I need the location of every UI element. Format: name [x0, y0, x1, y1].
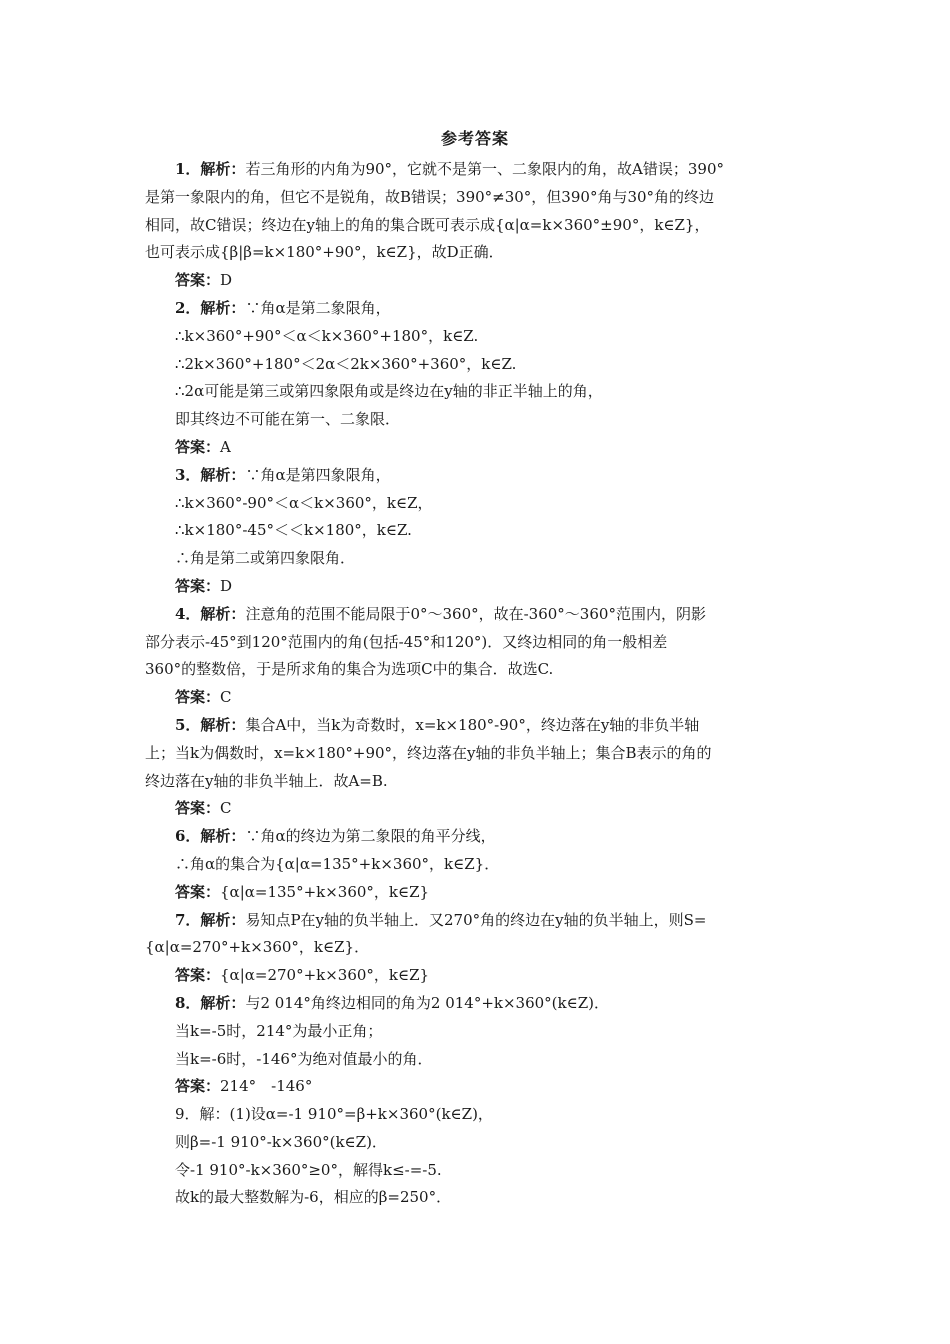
- line-text: 也可表示成{β|β=k×180°+90°，k∈Z}，故D正确．: [145, 243, 504, 262]
- text-line: [145, 1184, 810, 1212]
- line-label: 8．解析：: [175, 993, 246, 1012]
- line-text: 即其终边不可能在第一、二象限．: [175, 410, 401, 429]
- text-line: [145, 712, 810, 740]
- line-text: 上；当k为偶数时，x=k×180°+90°，终边落在y轴的非负半轴上；集合B表示的角的: [145, 743, 712, 762]
- line-text: 与2 014°角终边相同的角为2 014°+k×360°(k∈Z)．: [245, 993, 609, 1012]
- text-line: [145, 156, 810, 184]
- line-label: 答案：: [175, 1077, 221, 1096]
- text-line: [145, 545, 810, 573]
- text-line: [145, 740, 810, 768]
- line-label: 7．解析：: [175, 910, 246, 929]
- line-text: 易知点P在y轴的负半轴上．又270°角的终边在y轴的负半轴上，则S=: [245, 910, 707, 929]
- line-text: 终边落在y轴的非负半轴上．故A=B.: [145, 771, 388, 790]
- line-text: 注意角的范围不能局限于0°～360°，故在-360°～360°范围内，阴影: [245, 604, 706, 623]
- line-text: ∵角α是第二象限角，: [245, 298, 391, 317]
- line-text: ∴k×360°+90°＜α＜k×360°+180°，k∈Z.: [175, 326, 479, 345]
- text-line: [145, 962, 810, 990]
- text-line: [145, 907, 810, 935]
- text-line: [145, 239, 810, 267]
- text-line: [145, 351, 810, 379]
- text-line: [145, 490, 810, 518]
- line-text: ∴2k×360°+180°＜2α＜2k×360°+360°，k∈Z.: [175, 354, 517, 373]
- line-text: ∴k×180°-45°＜＜k×180°，k∈Z.: [175, 521, 412, 540]
- text-line: [145, 1129, 810, 1157]
- text-line: [145, 462, 810, 490]
- text-line: [145, 823, 810, 851]
- line-label: 答案：: [175, 966, 221, 985]
- line-text: 令-1 910°-k×360°≥0°，解得k≤-=-5.: [175, 1160, 442, 1179]
- line-text: ∴角α的集合为{α|α=135°+k×360°，k∈Z}．: [175, 854, 500, 873]
- line-label: 答案：: [175, 688, 221, 707]
- text-line: [145, 184, 810, 212]
- text-line: [145, 795, 810, 823]
- text-line: [145, 934, 810, 962]
- text-line: [145, 378, 810, 406]
- text-line: [145, 406, 810, 434]
- line-text: D: [220, 271, 233, 290]
- line-text: ∴角是第二或第四象限角．: [175, 549, 356, 568]
- line-text: 部分表示-45°到120°范围内的角(包括-45°和120°)．又终边相同的角一般相差: [145, 632, 668, 651]
- line-label: 3．解析：: [175, 465, 246, 484]
- line-text: 当k=-6时，-146°为绝对值最小的角．: [175, 1049, 433, 1068]
- text-line: [145, 517, 810, 545]
- text-line: [145, 879, 810, 907]
- answer-content: [145, 156, 810, 1212]
- line-text: 相同，故C错误；终边在y轴上的角的集合既可表示成{α|α=k×360°±90°，k∈Z}，: [145, 215, 710, 234]
- text-line: [145, 601, 810, 629]
- text-line: [145, 1073, 810, 1101]
- line-label: 6．解析：: [175, 827, 246, 846]
- text-line: [145, 656, 810, 684]
- text-line: [145, 323, 810, 351]
- line-text: 则β=-1 910°-k×360°(k∈Z)．: [175, 1132, 387, 1151]
- line-text: 若三角形的内角为90°，它就不是第一、二象限内的角，故A错误；390°: [245, 160, 724, 178]
- line-text: ∴k×360°-90°＜α＜k×360°，k∈Z，: [175, 493, 433, 512]
- text-line: [145, 212, 810, 240]
- line-label: 答案：: [175, 437, 221, 456]
- text-line: [145, 1157, 810, 1185]
- line-text: ∵角α是第四象限角，: [245, 465, 391, 484]
- line-text: 214° -146°: [220, 1077, 313, 1096]
- text-line: [145, 629, 810, 657]
- text-line: [145, 990, 810, 1018]
- text-line: [145, 573, 810, 601]
- line-text: {α|α=135°+k×360°，k∈Z}: [220, 882, 430, 901]
- line-text: ∵角α的终边为第二象限的角平分线，: [245, 827, 496, 846]
- text-line: [145, 1046, 810, 1074]
- line-text: 9．解：(1)设α=-1 910°=β+k×360°(k∈Z)，: [175, 1105, 493, 1124]
- line-text: A: [220, 437, 231, 456]
- line-label: 4．解析：: [175, 604, 246, 623]
- text-line: [145, 267, 810, 295]
- line-text: D: [220, 576, 233, 595]
- text-line: [145, 1018, 810, 1046]
- line-text: 360°的整数倍，于是所求角的集合为选项C中的集合．故选C.: [145, 660, 554, 679]
- line-label: 1．解析：: [175, 160, 246, 178]
- line-text: {α|α=270°+k×360°，k∈Z}．: [145, 938, 370, 957]
- text-line: [145, 295, 810, 323]
- line-text: C: [220, 799, 232, 818]
- text-line: [145, 851, 810, 879]
- line-text: ∴2α可能是第三或第四象限角或是终边在y轴的非正半轴上的角，: [175, 382, 603, 401]
- text-line: [145, 434, 810, 462]
- text-line: [145, 684, 810, 712]
- line-label: 答案：: [175, 576, 221, 595]
- text-line: [145, 1101, 810, 1129]
- line-text: {α|α=270°+k×360°，k∈Z}: [220, 966, 430, 985]
- text-line: [145, 768, 810, 796]
- line-text: 集合A中，当k为奇数时，x=k×180°-90°，终边落在y轴的非负半轴: [245, 715, 700, 734]
- line-label: 答案：: [175, 799, 221, 818]
- line-label: 答案：: [175, 882, 221, 901]
- line-text: C: [220, 688, 232, 707]
- line-label: 答案：: [175, 271, 221, 290]
- line-text: 故k的最大整数解为-6，相应的β=250°．: [175, 1188, 452, 1207]
- line-label: 5．解析：: [175, 715, 246, 734]
- page-title: 参考答案: [440, 129, 509, 148]
- line-label: 2．解析：: [175, 298, 246, 317]
- line-text: 是第一象限内的角，但它不是锐角，故B错误；390°≠30°，但390°角与30°角的终边: [145, 187, 715, 206]
- line-text: 当k=-5时，214°为最小正角；: [175, 1021, 383, 1040]
